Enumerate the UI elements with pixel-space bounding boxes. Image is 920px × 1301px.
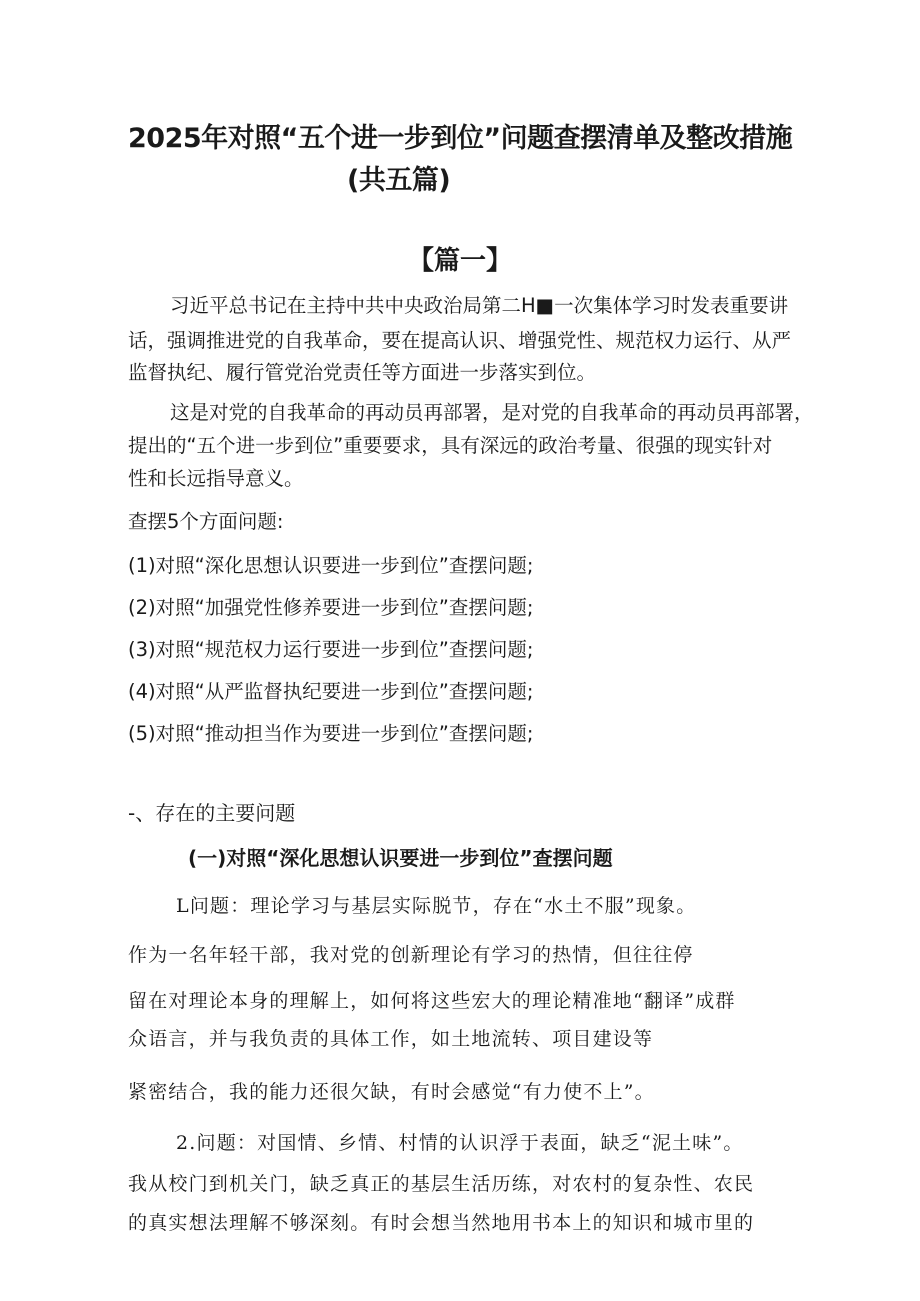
body-line: 众语言，并与我负责的具体工作，如土地流转、项目建设等: [128, 1028, 654, 1050]
body-line: L问题：理论学习与基层实际脱节，存在“水土不服”现象。: [176, 895, 697, 917]
document-subtitle: (共五篇): [347, 165, 451, 196]
intro-line: 话，强调推进党的自我革命，要在提高认识、增强党性、规范权力运行、从严: [128, 329, 792, 352]
section-label: 【篇一】: [408, 246, 513, 276]
intro-line: 提出的“五个进一步到位”重要要求，具有深远的政治考量、很强的现实针对: [128, 434, 773, 457]
body-line: 我从校门到机关门，缺乏真正的基层生活历练，对农村的复杂性、农民: [128, 1173, 755, 1195]
intro-line: 这是对党的自我革命的再动员再部署，是对党的自我革命的再动员再部署，: [170, 401, 814, 424]
body-line: 留在对理论本身的理解上，如何将这些宏大的理论精准地“翻译”成群: [128, 990, 736, 1012]
sub-heading: (一)对照“深化思想认识要进一步到位”查摆问题: [188, 846, 613, 870]
intro-line: 性和长远指导意义。: [128, 467, 304, 490]
main-heading: -、存在的主要问题: [128, 801, 296, 825]
check-heading: 查摆5个方面问题:: [128, 510, 284, 533]
check-item: (2)对照“加强党性修养要进一步到位”查摆问题;: [128, 596, 534, 619]
check-item: (4)对照“从严监督执纪要进一步到位”查摆问题;: [128, 680, 534, 703]
body-line: 作为一名年轻干部，我对党的创新理论有学习的热情，但往往停: [128, 944, 694, 966]
check-item: (5)对照“推动担当作为要进一步到位”查摆问题;: [128, 722, 534, 745]
body-line: 紧密结合，我的能力还很欠缺，有时会感觉“有力使不上”。: [128, 1081, 655, 1103]
document-title: 2025年对照“五个进一步到位”问题查摆清单及整改措施: [128, 123, 793, 154]
intro-line: 监督执纪、履行管党治党责任等方面进一步落实到位。: [128, 361, 597, 384]
body-line: 的真实想法理解不够深刻。有时会想当然地用书本上的知识和城市里的: [128, 1212, 755, 1234]
check-item: (3)对照“规范权力运行要进一步到位”查摆问题;: [128, 638, 534, 661]
intro-line: 习近平总书记在主持中共中央政治局第二H■一次集体学习时发表重要讲: [170, 294, 789, 317]
check-item: (1)对照“深化思想认识要进一步到位”查摆问题;: [128, 554, 534, 577]
body-line: 2.问题：对国情、乡情、村情的认识浮于表面，缺乏“泥土味”。: [176, 1132, 744, 1154]
